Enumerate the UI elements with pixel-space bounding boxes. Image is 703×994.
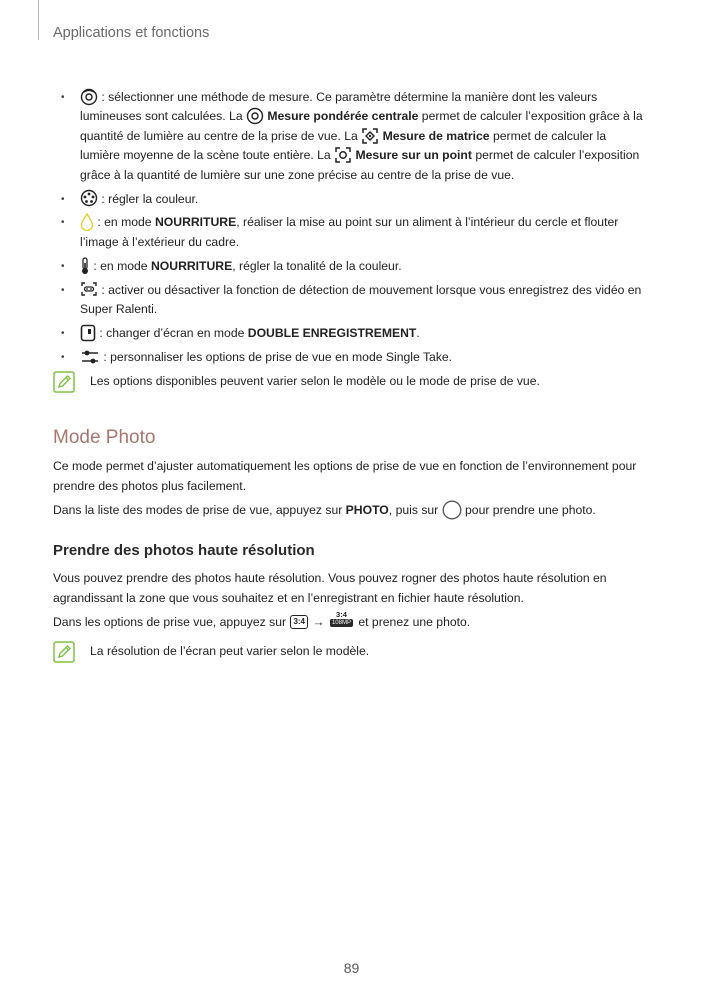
list-item: • : activer ou désactiver la fonction de détection de mouvement lorsque vous enregistrez des vidéo en Super Ralenti. bbox=[53, 281, 648, 320]
note bbox=[53, 642, 648, 664]
note-pencil-icon bbox=[53, 371, 75, 393]
paragraph: Vous pouvez prendre des photos haute résolution. Vous pouvez rogner des photos haute résolution en agrandissant la zone que vous souhaitez et en l’enregistrant en fichier haute résolution. bbox=[53, 571, 607, 605]
sliders-icon bbox=[80, 348, 100, 366]
color-palette-icon bbox=[80, 189, 98, 207]
note-text: Les options disponibles peuvent varier selon le modèle ou le mode de prise de vue. bbox=[90, 373, 540, 388]
page-header-title: Applications et fonctions bbox=[53, 25, 210, 41]
list-item: • : en mode NOURRITURE, régler la tonalité de la couleur. bbox=[53, 257, 648, 276]
list-item: • : sélectionner une méthode de mesure. Ce paramètre détermine la manière dont les valeurs lumineuses sont calculées. La Mesure pondérée centrale permet de calculer l’exposition grâce à la quantité de lumière au centre de la prise de vue. La Mesure de matrice permet de calculer la lumière moyenne de la scène toute entière. La Mesure sur un point permet de calculer l’exposition grâce à la quantité de lumière sur une zone précise au centre de la prise de vue. bbox=[53, 88, 648, 185]
spot-metering-icon bbox=[334, 146, 352, 164]
list-item: • : en mode NOURRITURE, réaliser la mise au point sur un aliment à l’intérieur du cercle et flouter l’image à l’extérieur du cadre. bbox=[53, 213, 648, 252]
paragraph: Dans les options de prise vue, appuyez sur 3:4 → 3:4 108MP et prenez une photo. bbox=[53, 610, 471, 630]
note bbox=[53, 372, 648, 394]
thermometer-icon bbox=[80, 257, 90, 275]
high-resolution-icon: 3:4 108MP bbox=[331, 610, 351, 626]
page-number: 89 bbox=[343, 960, 360, 976]
camera-settings-list bbox=[53, 88, 648, 367]
paragraph: Dans la liste des modes de prise de vue, appuyez sur PHOTO, puis sur pour prendre une photo. bbox=[53, 501, 648, 521]
list-item: • : personnaliser les options de prise de vue en mode Single Take. bbox=[53, 348, 648, 367]
aspect-ratio-icon: 3:4 bbox=[290, 615, 308, 629]
subsection-title: Prendre des photos haute résolution bbox=[53, 542, 315, 559]
matrix-metering-icon bbox=[361, 127, 379, 145]
motion-detection-icon bbox=[80, 280, 98, 298]
note-pencil-icon bbox=[53, 641, 75, 663]
note-text: La résolution de l’écran peut varier selon le modèle. bbox=[90, 643, 370, 658]
switch-screen-icon bbox=[80, 324, 96, 342]
shutter-button-icon bbox=[442, 500, 462, 520]
list-item: • : régler la couleur. bbox=[53, 190, 648, 209]
droplet-icon bbox=[80, 213, 94, 231]
center-weighted-metering-icon bbox=[246, 107, 264, 125]
section-title: Mode Photo bbox=[53, 426, 156, 448]
metering-icon bbox=[80, 88, 98, 106]
paragraph: Ce mode permet d’ajuster automatiquement les options de prise de vue en fonction de l’environnement pour prendre des photos plus facilement. bbox=[53, 459, 637, 493]
page-content bbox=[53, 88, 648, 664]
header-divider bbox=[38, 0, 39, 40]
list-item: • : changer d’écran en mode DOUBLE ENREGISTREMENT. bbox=[53, 324, 648, 343]
